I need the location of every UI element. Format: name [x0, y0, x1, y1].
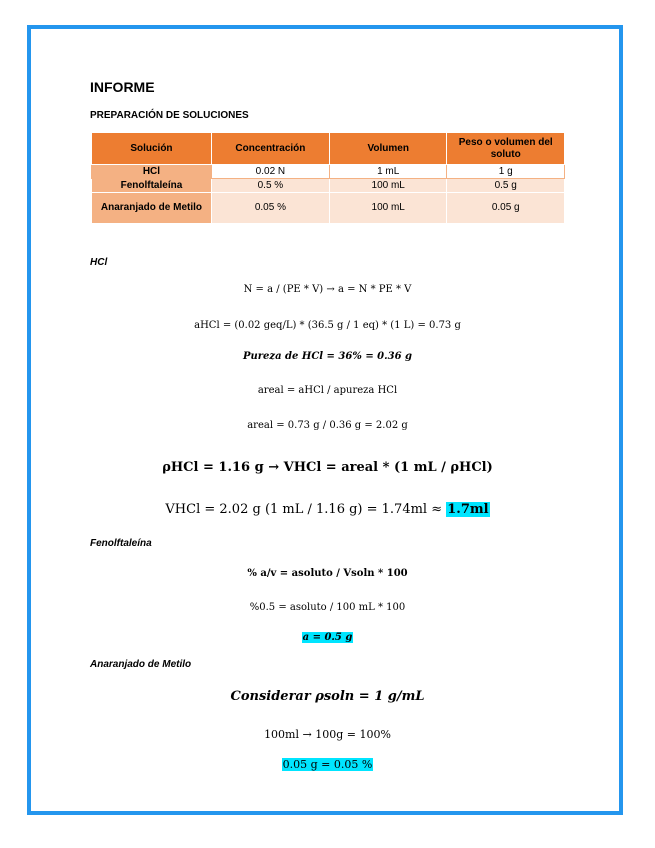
header-solucion: Solución: [92, 133, 212, 165]
cell-solution-name: Fenolftaleína: [92, 179, 212, 193]
cell-solution-name: Anaranjado de Metilo: [92, 193, 212, 224]
equation-volume-hcl: [0, 502, 655, 517]
equation-fenol-result: [0, 632, 655, 643]
equation-metilo-result: [0, 758, 655, 771]
cell-weight: 1 g: [447, 165, 565, 179]
equation-normality: N = a / (PE * V) → a = N * PE * V: [243, 284, 412, 295]
equation-density: ρHCl = 1.16 g → VHCl = areal * (1 mL / ρHCl): [162, 460, 493, 475]
table-header-row: [92, 133, 565, 165]
cell-weight: 0.05 g: [447, 193, 565, 224]
report-subtitle: PREPARACIÓN DE SOLUCIONES: [90, 110, 249, 121]
equation-real-mass-def: areal = aHCl / apureza HCl: [257, 385, 398, 396]
equation-mass-hcl: aHCl = (0.02 geq/L) * (36.5 g / 1 eq) * (1 L) = 0.73 g: [194, 320, 461, 331]
equation-purity: Pureza de HCl = 36% = 0.36 g: [242, 351, 413, 362]
table-row: [92, 193, 565, 224]
highlighted-result-metilo: 0.05 g = 0.05 %: [282, 758, 373, 771]
highlighted-result-fenol: a = 0.5 g: [302, 632, 353, 643]
cell-solution-name: HCl: [92, 165, 212, 179]
equation-percent-value: %0.5 = asoluto / 100 mL * 100: [249, 602, 406, 613]
equation-volume-text: VHCl = 2.02 g (1 mL / 1.16 g) = 1.74ml ≈: [165, 502, 443, 517]
report-title: INFORME: [90, 79, 155, 95]
cell-concentration: 0.02 N: [211, 165, 329, 179]
cell-volume: 100 mL: [329, 193, 447, 224]
table-row: [92, 179, 565, 193]
cell-volume: 1 mL: [329, 165, 447, 179]
equation-proportion: 100ml → 100g = 100%: [264, 728, 391, 741]
section-hcl: HCl: [90, 257, 108, 268]
solutions-table: [91, 132, 565, 224]
cell-volume: 100 mL: [329, 179, 447, 193]
equation-density-assumption: Considerar ρsoln = 1 g/mL: [230, 689, 425, 704]
header-volumen: Volumen: [329, 133, 447, 165]
table-row: [92, 165, 565, 179]
section-metilo: Anaranjado de Metilo: [90, 659, 192, 670]
section-fenolftaleina: Fenolftaleína: [90, 538, 152, 549]
equation-real-mass-value: areal = 0.73 g / 0.36 g = 2.02 g: [247, 420, 408, 431]
cell-concentration: 0.5 %: [211, 179, 329, 193]
header-peso: Peso o volumen del soluto: [447, 133, 565, 165]
equation-percent-wv: % a/v = asoluto / Vsoln * 100: [247, 568, 408, 579]
highlighted-result-volume: 1.7ml: [447, 502, 489, 517]
cell-weight: 0.5 g: [447, 179, 565, 193]
header-concentracion: Concentración: [211, 133, 329, 165]
cell-concentration: 0.05 %: [211, 193, 329, 224]
